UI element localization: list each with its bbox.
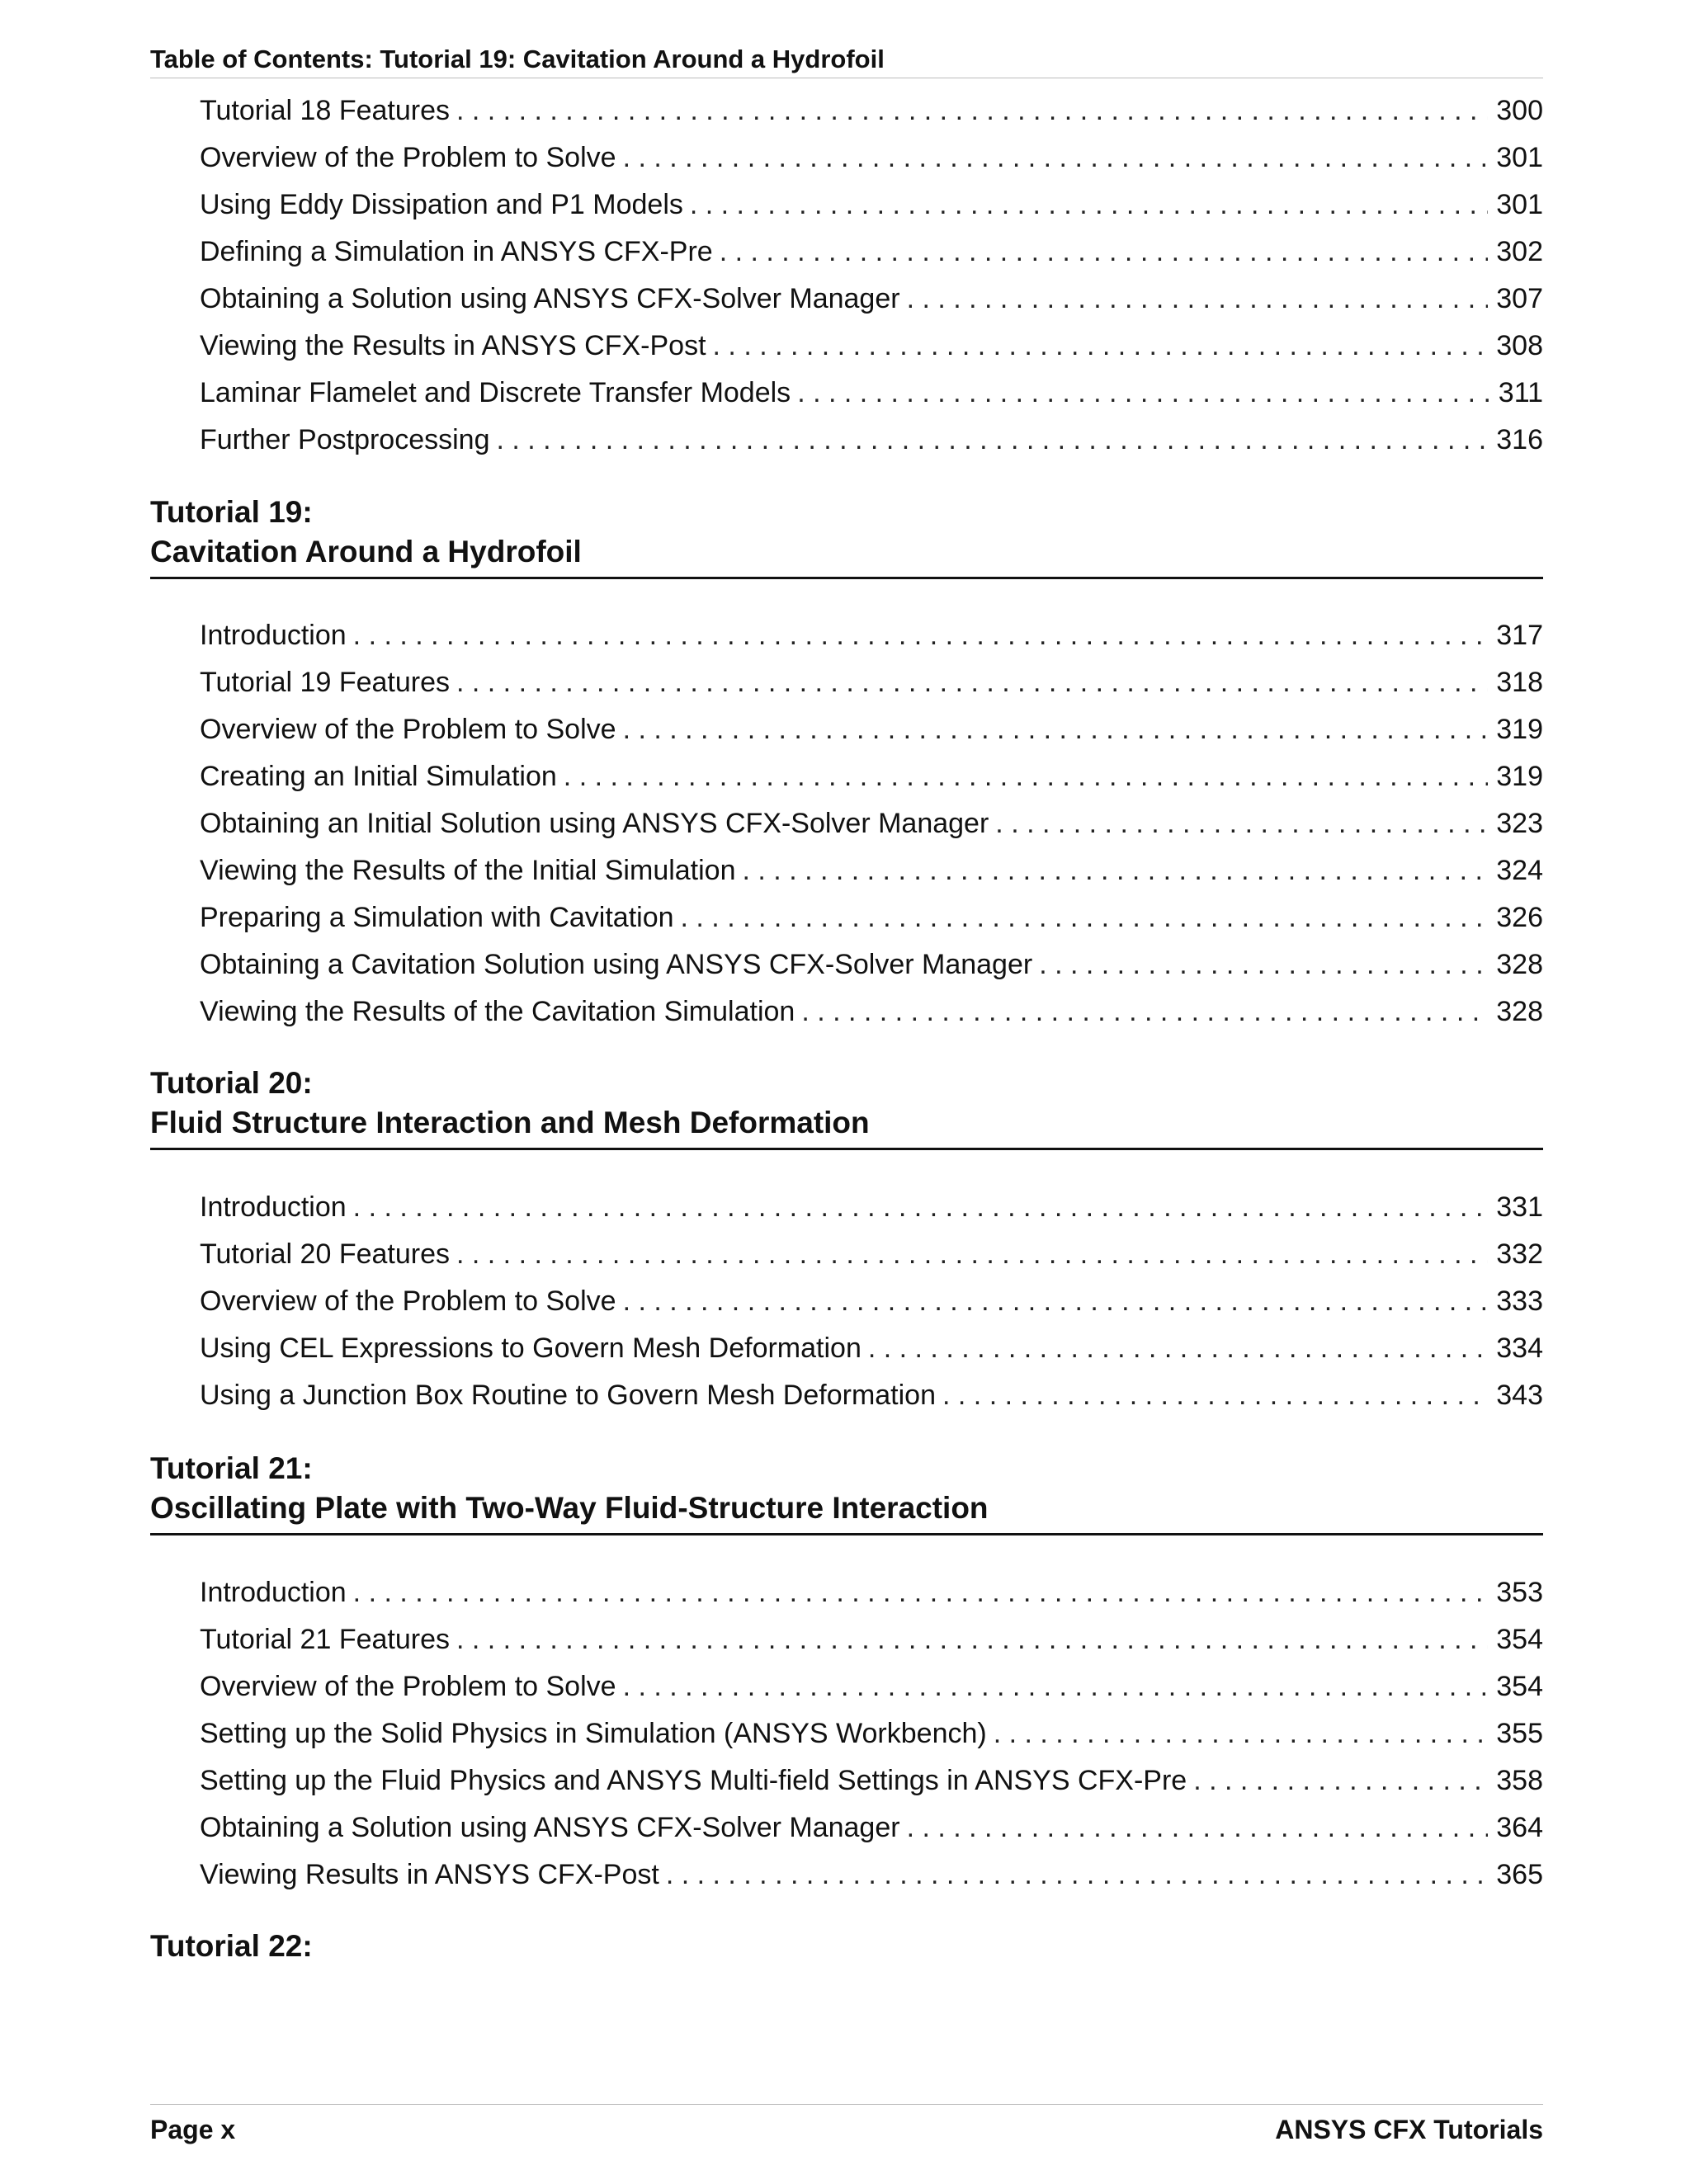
dot-leader xyxy=(797,370,1490,417)
dot-leader xyxy=(456,659,1488,706)
toc-entry-page: 317 xyxy=(1496,620,1543,651)
chapter-title: Oscillating Plate with Two-Way Fluid-Structure Interaction xyxy=(150,1491,989,1525)
dot-leader xyxy=(666,1851,1488,1899)
dot-leader xyxy=(353,612,1489,659)
dot-leader xyxy=(353,1184,1489,1231)
toc-entry-page: 328 xyxy=(1496,949,1543,980)
toc-entry-page: 307 xyxy=(1496,283,1543,314)
toc-entry-label: Using a Junction Box Routine to Govern Mesh Deformation xyxy=(200,1380,937,1411)
toc-entry[interactable] xyxy=(200,1851,1543,1899)
toc-entry[interactable] xyxy=(200,1184,1543,1231)
toc-entry[interactable] xyxy=(200,1710,1543,1757)
toc-entry-page: 354 xyxy=(1496,1624,1543,1655)
toc-entry-label: Obtaining a Cavitation Solution using ANSYS CFX-Solver Manager xyxy=(200,949,1033,980)
toc-entry[interactable] xyxy=(200,370,1543,417)
toc-entry-page: 324 xyxy=(1496,855,1543,886)
toc-section-tutorial-19 xyxy=(200,612,1543,1035)
dot-leader xyxy=(456,87,1488,134)
dot-leader xyxy=(801,988,1488,1035)
dot-leader xyxy=(907,1804,1489,1851)
chapter-number: Tutorial 19: xyxy=(150,495,313,529)
toc-entry-label: Tutorial 20 Features xyxy=(200,1238,450,1270)
book-title: ANSYS CFX Tutorials xyxy=(1275,2115,1543,2144)
dot-leader xyxy=(623,134,1489,182)
toc-entry[interactable] xyxy=(200,1231,1543,1278)
page-number: Page x xyxy=(150,2115,236,2144)
toc-entry[interactable] xyxy=(200,1569,1543,1616)
toc-entry-label: Viewing Results in ANSYS CFX-Post xyxy=(200,1859,659,1890)
toc-entry-label: Tutorial 19 Features xyxy=(200,667,450,698)
chapter-number: Tutorial 22: xyxy=(150,1929,313,1963)
dot-leader xyxy=(681,894,1489,941)
toc-entry[interactable] xyxy=(200,847,1543,894)
toc-entry-label: Creating an Initial Simulation xyxy=(200,761,557,792)
toc-entry-label: Viewing the Results of the Initial Simulation xyxy=(200,855,736,886)
toc-entry-page: 334 xyxy=(1496,1333,1543,1364)
toc-entry-label: Viewing the Results of the Cavitation Simulation xyxy=(200,996,795,1027)
toc-section-tutorial-18 xyxy=(200,87,1543,464)
dot-leader xyxy=(1193,1757,1488,1804)
dot-leader xyxy=(994,1710,1489,1757)
toc-entry-page: 319 xyxy=(1496,761,1543,792)
dot-leader xyxy=(623,1663,1489,1710)
toc-entry-page: 308 xyxy=(1496,330,1543,361)
toc-entry-label: Preparing a Simulation with Cavitation xyxy=(200,902,674,933)
dot-leader xyxy=(497,417,1489,464)
toc-entry-page: 318 xyxy=(1496,667,1543,698)
toc-entry-label: Introduction xyxy=(200,1191,347,1223)
toc-entry[interactable] xyxy=(200,134,1543,182)
chapter-title: Fluid Structure Interaction and Mesh Deformation xyxy=(150,1106,870,1139)
chapter-heading xyxy=(150,493,1543,579)
toc-section-tutorial-21 xyxy=(200,1569,1543,1899)
toc-entry[interactable] xyxy=(200,706,1543,753)
dot-leader xyxy=(456,1231,1488,1278)
chapter-title: Cavitation Around a Hydrofoil xyxy=(150,535,582,568)
toc-entry-label: Setting up the Fluid Physics and ANSYS Multi-field Settings in ANSYS CFX-Pre xyxy=(200,1765,1187,1796)
toc-entry-page: 364 xyxy=(1496,1812,1543,1843)
dot-leader xyxy=(942,1372,1488,1419)
dot-leader xyxy=(713,323,1489,370)
running-header: Table of Contents: Tutorial 19: Cavitation Around a Hydrofoil xyxy=(150,43,1543,78)
toc-entry-page: 319 xyxy=(1496,714,1543,745)
toc-entry-label: Setting up the Solid Physics in Simulation (ANSYS Workbench) xyxy=(200,1718,987,1749)
toc-entry[interactable] xyxy=(200,1616,1543,1663)
dot-leader xyxy=(623,706,1489,753)
toc-entry-page: 332 xyxy=(1496,1238,1543,1270)
toc-entry-label: Overview of the Problem to Solve xyxy=(200,1285,616,1317)
toc-entry[interactable] xyxy=(200,1663,1543,1710)
toc-entry[interactable] xyxy=(200,1278,1543,1325)
toc-entry-label: Overview of the Problem to Solve xyxy=(200,1671,616,1702)
dot-leader xyxy=(353,1569,1489,1616)
dot-leader xyxy=(564,753,1488,800)
chapter-number: Tutorial 21: xyxy=(150,1451,313,1485)
chapter-heading xyxy=(150,1927,1543,1971)
toc-entry-label: Overview of the Problem to Solve xyxy=(200,714,616,745)
toc-entry-label: Defining a Simulation in ANSYS CFX-Pre xyxy=(200,236,713,267)
toc-entry-page: 328 xyxy=(1496,996,1543,1027)
toc-entry[interactable] xyxy=(200,87,1543,134)
toc-entry[interactable] xyxy=(200,941,1543,988)
dot-leader xyxy=(690,182,1488,229)
toc-entry[interactable] xyxy=(200,276,1543,323)
chapter-heading xyxy=(150,1064,1543,1150)
toc-entry[interactable] xyxy=(200,988,1543,1035)
chapter-heading xyxy=(150,1449,1543,1535)
toc-entry-page: 311 xyxy=(1498,377,1543,408)
dot-leader xyxy=(623,1278,1489,1325)
toc-entry-label: Further Postprocessing xyxy=(200,424,490,455)
toc-entry-label: Introduction xyxy=(200,1577,347,1608)
toc-section-tutorial-20 xyxy=(200,1184,1543,1419)
dot-leader xyxy=(907,276,1489,323)
dot-leader xyxy=(995,800,1488,847)
toc-entry[interactable] xyxy=(200,417,1543,464)
toc-entry-label: Obtaining a Solution using ANSYS CFX-Solver Manager xyxy=(200,1812,900,1843)
toc-entry-page: 331 xyxy=(1496,1191,1543,1223)
toc-entry-page: 301 xyxy=(1496,189,1543,220)
toc-entry-page: 365 xyxy=(1496,1859,1543,1890)
toc-entry-page: 354 xyxy=(1496,1671,1543,1702)
toc-entry-label: Using CEL Expressions to Govern Mesh Deformation xyxy=(200,1333,862,1364)
dot-leader xyxy=(456,1616,1488,1663)
toc-entry[interactable] xyxy=(200,229,1543,276)
toc-entry[interactable] xyxy=(200,1325,1543,1372)
toc-entry[interactable] xyxy=(200,182,1543,229)
toc-entry[interactable] xyxy=(200,1372,1543,1419)
dot-leader xyxy=(720,229,1489,276)
toc-entry[interactable] xyxy=(200,753,1543,800)
toc-entry-page: 323 xyxy=(1496,808,1543,839)
toc-entry-page: 355 xyxy=(1496,1718,1543,1749)
dot-leader xyxy=(1039,941,1488,988)
dot-leader xyxy=(743,847,1489,894)
toc-entry-label: Viewing the Results in ANSYS CFX-Post xyxy=(200,330,706,361)
toc-entry[interactable] xyxy=(200,1804,1543,1851)
toc-entry-page: 333 xyxy=(1496,1285,1543,1317)
dot-leader xyxy=(868,1325,1488,1372)
toc-entry[interactable] xyxy=(200,1757,1543,1804)
toc-entry-label: Introduction xyxy=(200,620,347,651)
toc-entry-page: 316 xyxy=(1496,424,1543,455)
toc-entry[interactable] xyxy=(200,612,1543,659)
toc-entry-label: Overview of the Problem to Solve xyxy=(200,142,616,173)
toc-entry[interactable] xyxy=(200,323,1543,370)
toc-entry-page: 302 xyxy=(1496,236,1543,267)
toc-entry[interactable] xyxy=(200,659,1543,706)
toc-entry-page: 353 xyxy=(1496,1577,1543,1608)
toc-entry-page: 301 xyxy=(1496,142,1543,173)
toc-entry-page: 300 xyxy=(1496,95,1543,126)
toc-entry-label: Tutorial 21 Features xyxy=(200,1624,450,1655)
toc-entry-label: Laminar Flamelet and Discrete Transfer Models xyxy=(200,377,791,408)
toc-entry[interactable] xyxy=(200,894,1543,941)
toc-entry-label: Using Eddy Dissipation and P1 Models xyxy=(200,189,683,220)
running-footer xyxy=(150,2104,1543,2146)
toc-entry[interactable] xyxy=(200,800,1543,847)
toc-entry-label: Tutorial 18 Features xyxy=(200,95,450,126)
chapter-number: Tutorial 20: xyxy=(150,1066,313,1100)
toc-entry-page: 343 xyxy=(1496,1380,1543,1411)
toc-entry-label: Obtaining an Initial Solution using ANSYS CFX-Solver Manager xyxy=(200,808,989,839)
toc-entry-page: 358 xyxy=(1496,1765,1543,1796)
toc-entry-page: 326 xyxy=(1496,902,1543,933)
toc-entry-label: Obtaining a Solution using ANSYS CFX-Solver Manager xyxy=(200,283,900,314)
